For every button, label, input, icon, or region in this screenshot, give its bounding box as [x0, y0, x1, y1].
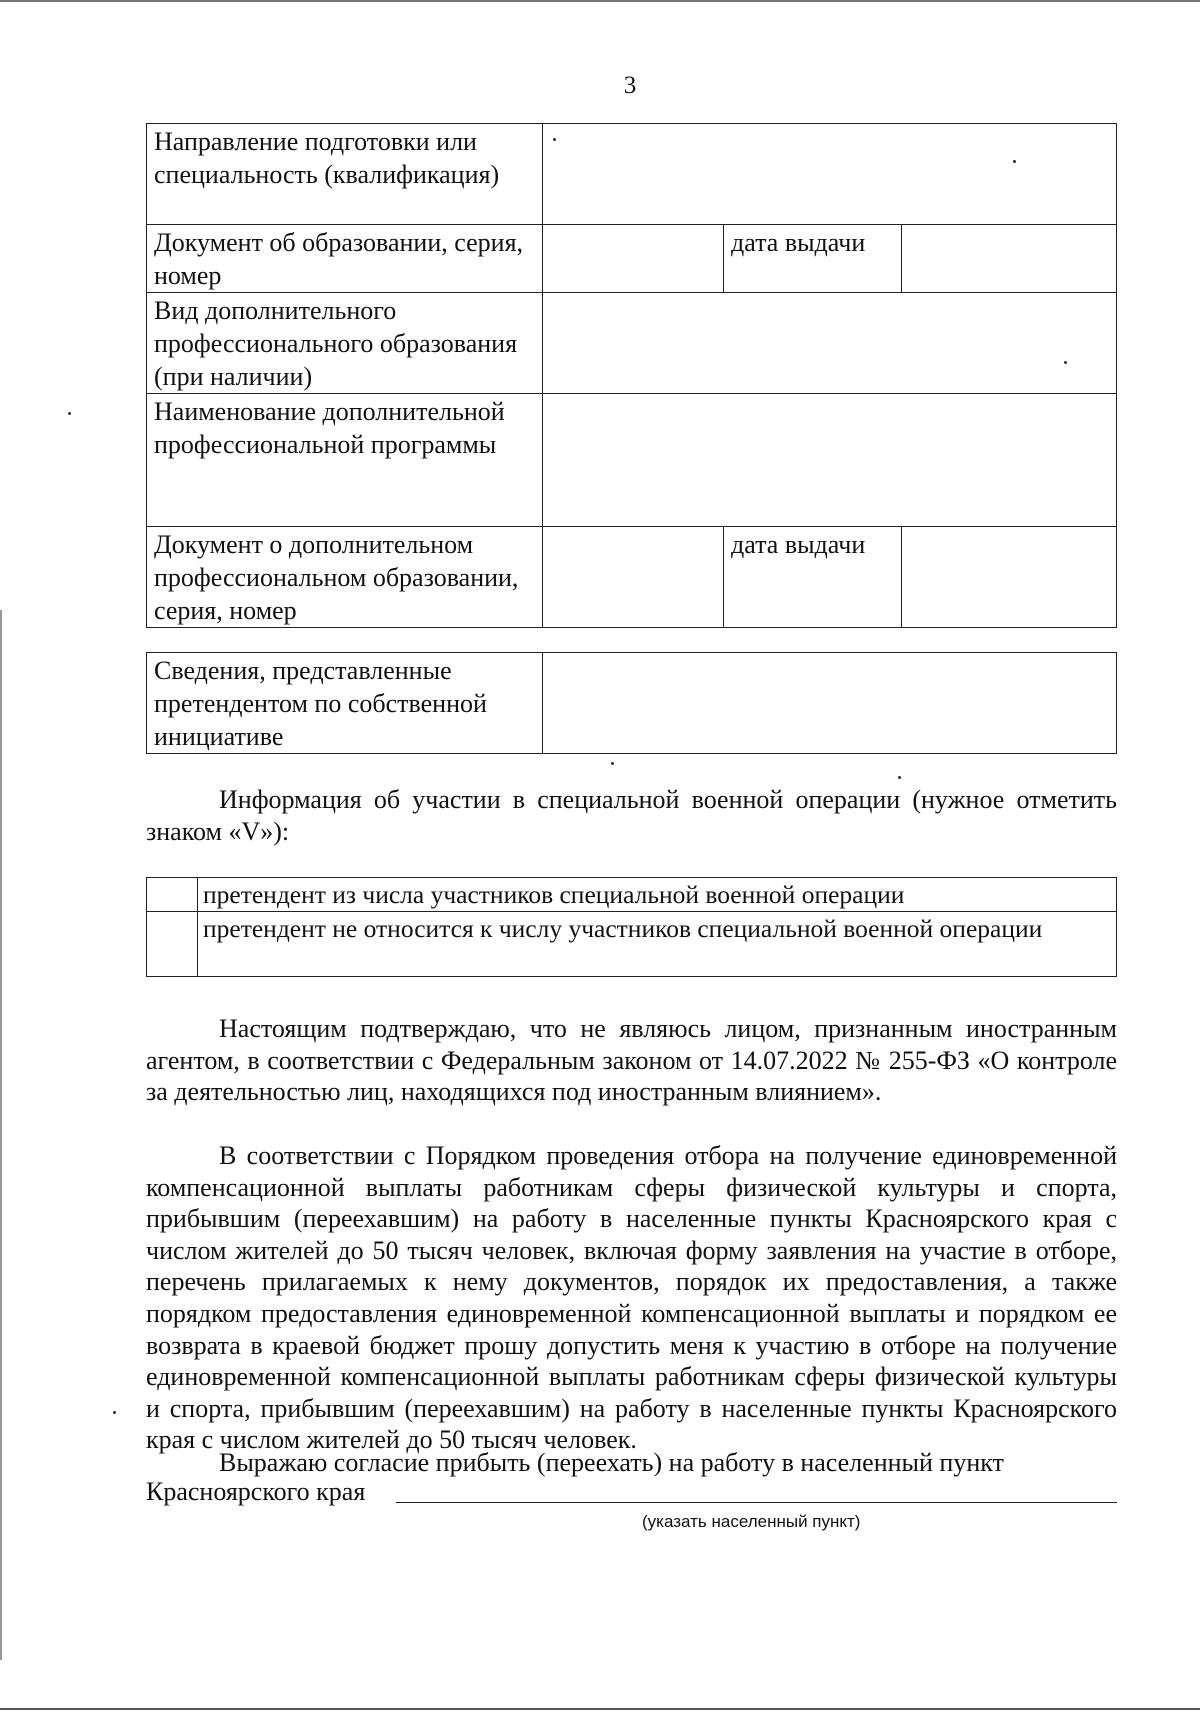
table-row	[147, 124, 1117, 225]
scan-speck	[68, 412, 71, 415]
request-paragraph: В соответствии с Порядком проведения отбора на получение единовременной компенсационной выплаты работникам сферы физической культуры и спорта, прибывшим (переехавшим) на работу в населенные пункты Красноярского края с числом жителей до 50 тысяч человек, включая форму заявления на участие в отборе, перечень прилагаемых к нему документов, порядок их предоставления, а также порядком предоставления единовременной компенсационной выплаты и порядком ее возврата в краевой бюджет прошу допустить меня к участию в отборе на получение единовременной компенсационной выплаты работникам сферы физической культуры и спорта, прибывшим (переехавшим) на работу в населенные пункты Красноярского края с числом жителей до 50 тысяч человек.	[146, 1141, 1117, 1455]
diploma-date-label: дата выдачи	[724, 225, 902, 293]
additional-doc-number-cell[interactable]	[543, 527, 724, 628]
scan-speck	[611, 762, 614, 765]
table-row	[147, 527, 1117, 628]
svo-participant-checkbox[interactable]	[147, 878, 198, 912]
specialty-label: Направление подготовки или специальность (квалификация)	[147, 124, 543, 225]
settlement-line-prefix: Красноярского края	[146, 1477, 366, 1506]
specialty-value-cell[interactable]	[543, 124, 1117, 225]
scan-speck	[553, 138, 556, 141]
scan-speck	[1064, 361, 1067, 364]
initiative-table	[146, 652, 1117, 754]
table-row	[147, 912, 1117, 977]
diploma-date-cell[interactable]	[902, 225, 1117, 293]
additional-doc-date-label: дата выдачи	[724, 527, 902, 628]
table-row	[147, 293, 1117, 394]
scan-speck	[898, 776, 901, 779]
additional-type-value-cell[interactable]	[543, 293, 1117, 394]
diploma-label: Документ об образовании, серия, номер	[147, 225, 543, 293]
additional-type-label: Вид дополнительного профессионального образования (при наличии)	[147, 293, 543, 394]
svo-participant-label: претендент из числа участников специальной военной операции	[198, 878, 1117, 912]
scan-top-edge	[0, 0, 1200, 2]
table-row	[147, 878, 1117, 912]
svo-non-participant-checkbox[interactable]	[147, 912, 198, 977]
additional-doc-label: Документ о дополнительном профессиональном образовании, серия, номер	[147, 527, 543, 628]
svo-options-table	[146, 877, 1117, 977]
consent-paragraph: Выражаю согласие прибыть (переехать) на работу в населенный пункт	[219, 1448, 1004, 1477]
settlement-line-row	[146, 1476, 1117, 1508]
confirmation-paragraph: Настоящим подтверждаю, что не являюсь лицом, признанным иностранным агентом, в соответствии с Федеральным законом от 14.07.2022 № 255-ФЗ «О контроле за деятельностью лиц, находящихся под иностранным влиянием».	[146, 1014, 1117, 1107]
program-name-value-cell[interactable]	[543, 394, 1117, 527]
initiative-label: Сведения, представленные претендентом по собственной инициативе	[147, 653, 543, 754]
table-row	[147, 394, 1117, 527]
scan-bottom-edge	[0, 1708, 1200, 1710]
svo-intro: Информация об участии в специальной военной операции (нужное отметить знаком «V»):	[146, 785, 1117, 846]
diploma-number-cell[interactable]	[543, 225, 724, 293]
additional-doc-date-cell[interactable]	[902, 527, 1117, 628]
scan-speck	[1013, 160, 1016, 163]
page-number: 3	[623, 72, 637, 99]
settlement-input-line[interactable]	[396, 1502, 1117, 1503]
scan-left-edge	[0, 610, 2, 1660]
settlement-line-hint: (указать населенный пункт)	[642, 1512, 861, 1531]
svo-non-participant-label: претендент не относится к числу участников специальной военной операции	[198, 912, 1117, 977]
table-row	[147, 225, 1117, 293]
education-table	[146, 123, 1117, 628]
table-row	[147, 653, 1117, 754]
program-name-label: Наименование дополнительной профессиональной программы	[147, 394, 543, 527]
initiative-value-cell[interactable]	[543, 653, 1117, 754]
scan-speck	[113, 1411, 116, 1414]
